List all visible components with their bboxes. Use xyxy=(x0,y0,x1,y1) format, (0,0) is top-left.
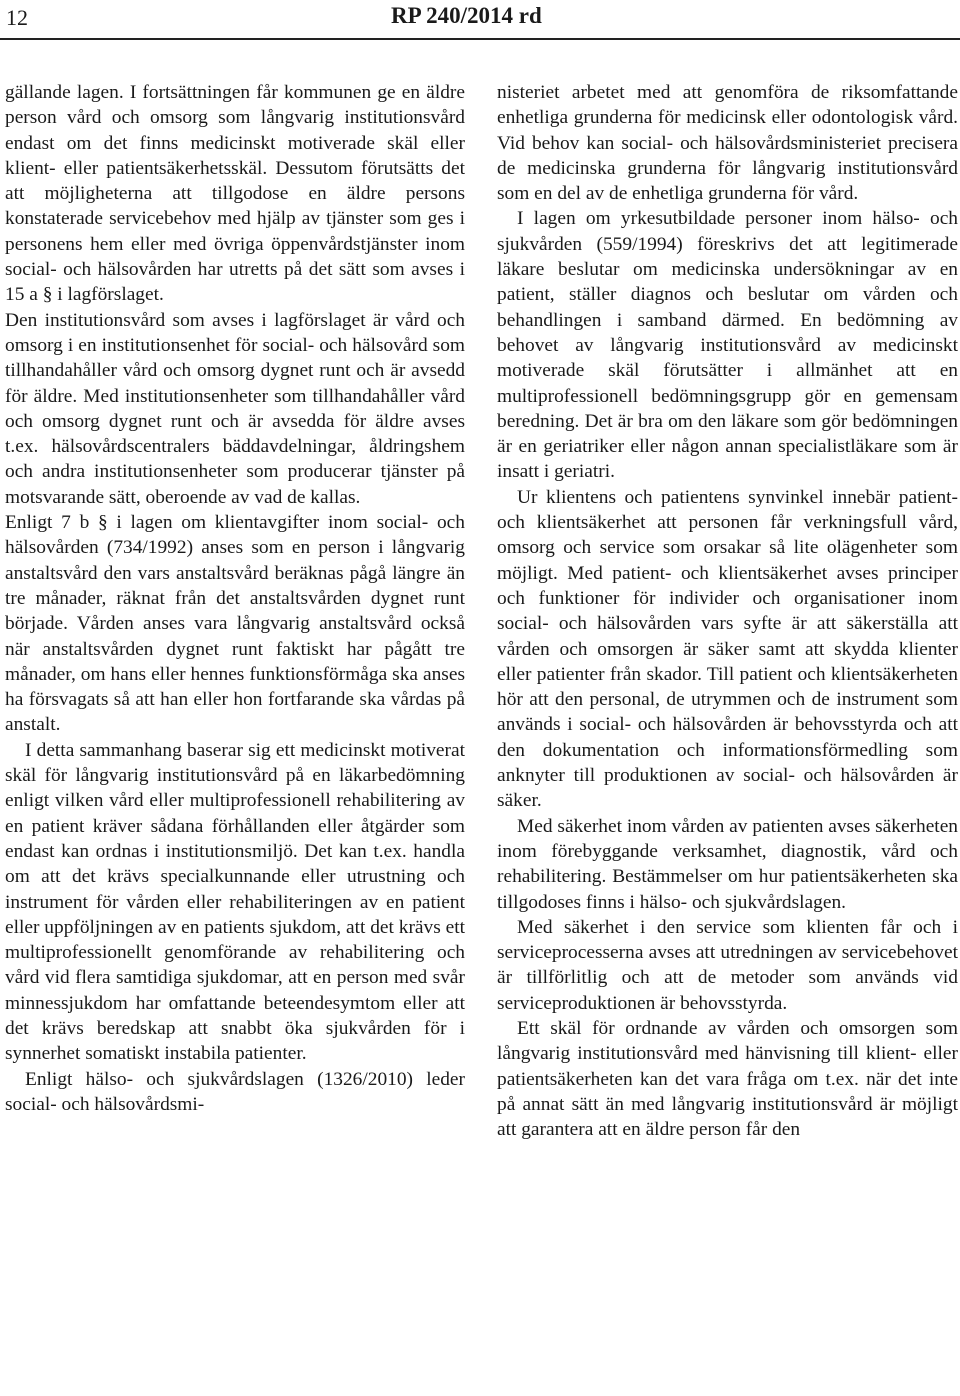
paragraph: Enligt hälso- och sjukvårdslagen (1326/2010) leder social- och hälsovårdsmi- xyxy=(5,1068,465,1115)
paragraph: I lagen om yrkesutbildade personer inom hälso- och sjukvården (559/1994) föreskrivs det att legitimerade läkare beslutar om medicinska undersökningar av en patient, ställer diagnos och beslutar om vården och behandlingen i samband därmed. En bedömning av behovet av långvarig institutionsvård av medicinskt motiverade skäl förutsätter i allmänhet att en multiprofessionell bedömningsgrupp gör en gemensam beredning. Det är bra om den läkare som gör bedömningen är en geriatriker eller någon annan specialistläkare som är insatt i geriatri. xyxy=(497,208,958,483)
paragraph: Ur klientens och patientens synvinkel innebär patient- och klientsäkerhet att personen får verkningsfull vård, omsorg och service som orsakar så lite olägenheter som möjligt. Med patient- och klientsäkerhet avses principer och funktioner för individer och organisationer inom social- och hälsovården vars syfte är att säkerställa att vården och omsorgen är säker samt att skydda klienter eller patienter från skador. Till patient och klientsäkerheten hör att den personal, de utrymmen och de instrument som används i social- och hälsovården är behovsstyrda och att den dokumentation och informationsförmedling som anknyter till produktionen av social- och hälsovården är säker. xyxy=(497,486,958,812)
paragraph: nisteriet arbetet med att genomföra de riksomfattande enhetliga grunderna för medicinsk eller odontologisk vård. Vid behov kan social- och hälsovårdsministeriet precisera de medicinska grunderna för långvarig institutionsvård som en del av de enhetliga grunderna för vård. xyxy=(497,82,958,205)
paragraph: Med säkerhet i den service som klienten får och i serviceprocesserna avses att utredningen av servicebehovet är tillförlitlig och att de metoder som används vid serviceproduktionen är behovsstyrda. xyxy=(497,916,958,1014)
paragraph: I detta sammanhang baserar sig ett medicinskt motiverat skäl för långvarig institutionsvård på en läkarbedömning enligt vilken vård eller multiprofessionell rehabilitering av en patient kräver sådana förhållanden eller åtgärder som endast kan ordnas i institutionsmiljö. Det kan t.ex. handla om att det krävs specialkunnande eller utrustning och instrument för vården eller rehabiliteringen av en patient eller uppföljningen av en patients sjukdom, att det krävs ett multiprofessionellt genomförande av rehabilitering och vård vid flera samtidiga sjukdomar, att en person med svår minnessjukdom har omfattande beteendesymtom eller att det krävs beredskap att snabbt öka sjukvården för i synnerhet somatiskt instabila patienter. xyxy=(5,739,465,1065)
paragraph: gällande lagen. I fortsättningen får kommunen ge en äldre person vård och omsorg som långvarig institutionsvård endast om det finns medicinskt motiverade skäl eller klient- eller patientsäkerhetsskäl. Dessutom förutsätts det att möjligheterna att tillgodose en äldre persons konstaterade servicebehov med hjälp av tjänster som ges i personens hem eller med övriga öppenvårdstjänster inom social- och hälsovården har utretts på det sätt som avses i 15 a § i lagförslaget. xyxy=(5,82,465,306)
right-column xyxy=(497,80,958,1142)
document-reference: RP 240/2014 rd xyxy=(391,3,542,28)
paragraph: Ett skäl för ordnande av vården och omsorgen som långvarig institutionsvård med hänvisning till klient- eller patientsäkerheten kan det vara fråga om t.ex. när det inte på annat sätt än med långvarig institutionsvård är möjligt att garantera att en äldre person får den xyxy=(497,1017,958,1141)
paragraph: Den institutionsvård som avses i lagförslaget är vård och omsorg i en institutionsenhet för social- och hälsovård som tillhandahåller vård och omsorg dygnet runt och är avsedd för äldre. Med institutionsenheter som tillhandahåller vård och omsorg dygnet runt och är avsedda för äldre avses t.ex. hälsovårdscentralers bäddavdelningar, åldringshem och andra institutionsenheter som producerar tjänster på motsvarande sätt, oberoende av vad de kallas. xyxy=(5,309,465,508)
left-column xyxy=(5,80,465,1117)
header-divider xyxy=(0,38,960,40)
paragraph: Enligt 7 b § i lagen om klientavgifter inom social- och hälsovården (734/1992) anses som en person i långvarig anstaltsvård den vars anstaltsvård beräknas pågå längre än tre månader, räknat från det anstaltsvården dygnet runt började. Vården anses vara långvarig anstaltsvård också när anstaltsvården dygnet runt faktiskt har pågått tre månader, om hans eller hennes funktionsförmåga ska anses ha försvagats så att han eller hon fortfarande ska vårdas på anstalt. xyxy=(5,512,465,736)
page-number: 12 xyxy=(6,5,28,30)
paragraph: Med säkerhet inom vården av patienten avses säkerheten inom förebyggande verksamhet, diagnostik, vård och rehabilitering. Bestämmelser om hur patientsäkerheten ska tillgodoses finns i hälso- och sjukvårdslagen. xyxy=(497,815,958,913)
